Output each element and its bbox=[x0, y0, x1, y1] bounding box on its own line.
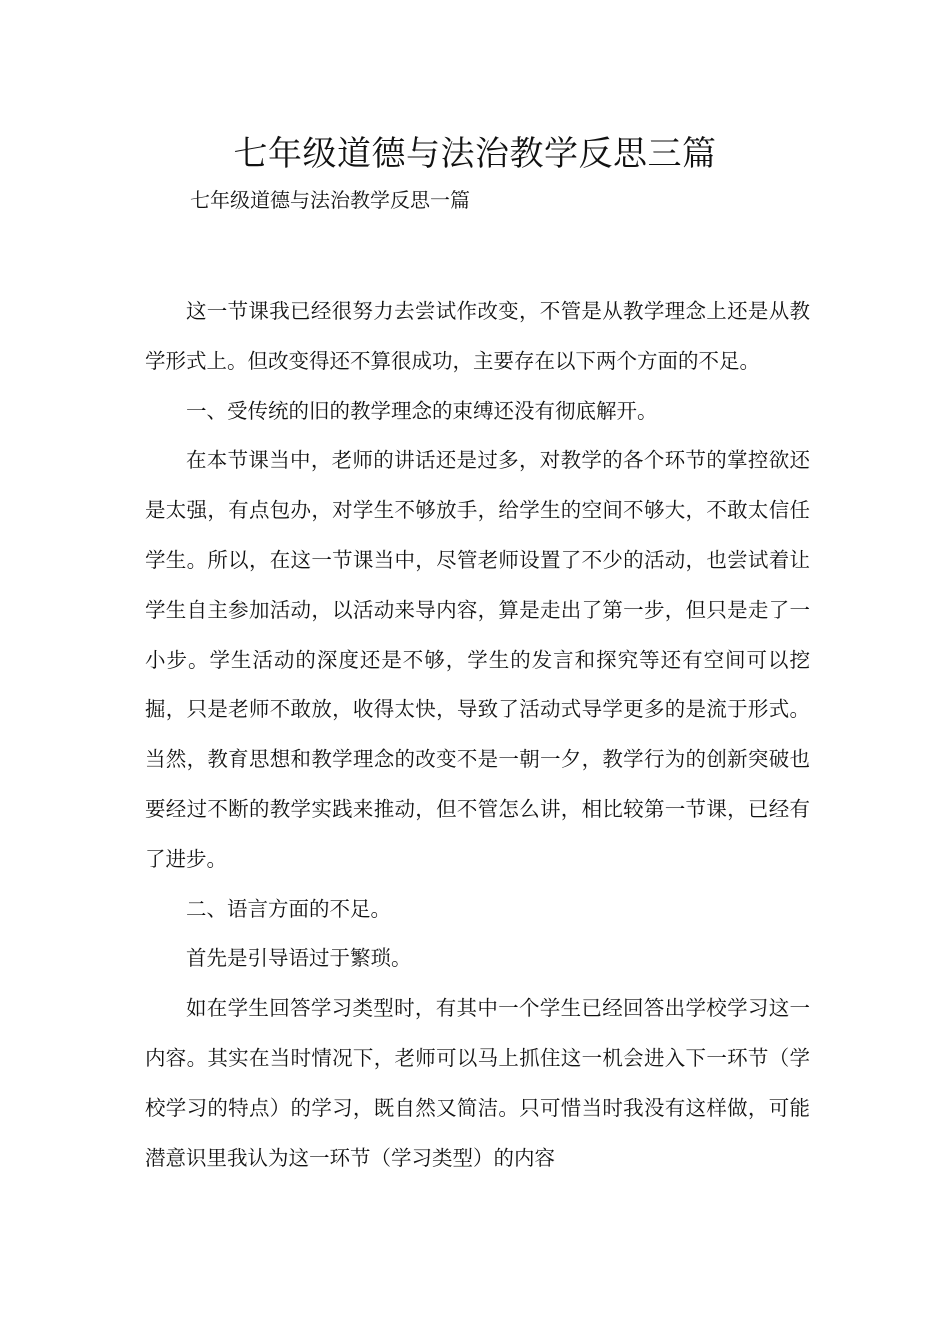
document-subtitle: 七年级道德与法治教学反思一篇 bbox=[190, 188, 470, 212]
document-body bbox=[145, 287, 810, 1183]
document-title: 七年级道德与法治教学反思三篇 bbox=[233, 134, 717, 174]
paragraph: 这一节课我已经很努力去尝试作改变，不管是从教学理念上还是从教学形式上。但改变得还不算很成功，主要存在以下两个方面的不足。 bbox=[145, 299, 810, 373]
paragraph: 首先是引导语过于繁琐。 bbox=[186, 946, 412, 971]
paragraph: 如在学生回答学习类型时，有其中一个学生已经回答出学校学习这一内容。其实在当时情况下，老师可以马上抓住这一机会进入下一环节（学校学习的特点）的学习，既自然又简洁。只可惜当时我没有这样做，可能潜意识里我认为这一环节（学习类型）的内容 bbox=[145, 996, 810, 1170]
section-heading: 二、语言方面的不足。 bbox=[186, 896, 391, 921]
section-heading: 一、受传统的旧的教学理念的束缚还没有彻底解开。 bbox=[186, 398, 658, 423]
paragraph: 在本节课当中，老师的讲话还是过多，对教学的各个环节的掌控欲还是太强，有点包办，对学生不够放手，给学生的空间不够大，不敢太信任学生。所以，在这一节课当中，尽管老师设置了不少的活动，也尝试着让学生自主参加活动，以活动来导内容，算是走出了第一步，但只是走了一小步。学生活动的深度还是不够，学生的发言和探究等还有空间可以挖掘，只是老师不敢放，收得太快，导致了活动式导学更多的是流于形式。当然，教育思想和教学理念的改变不是一朝一夕，教学行为的创新突破也要经过不断的教学实践来推动，但不管怎么讲，相比较第一节课，已经有了进步。 bbox=[145, 448, 810, 871]
